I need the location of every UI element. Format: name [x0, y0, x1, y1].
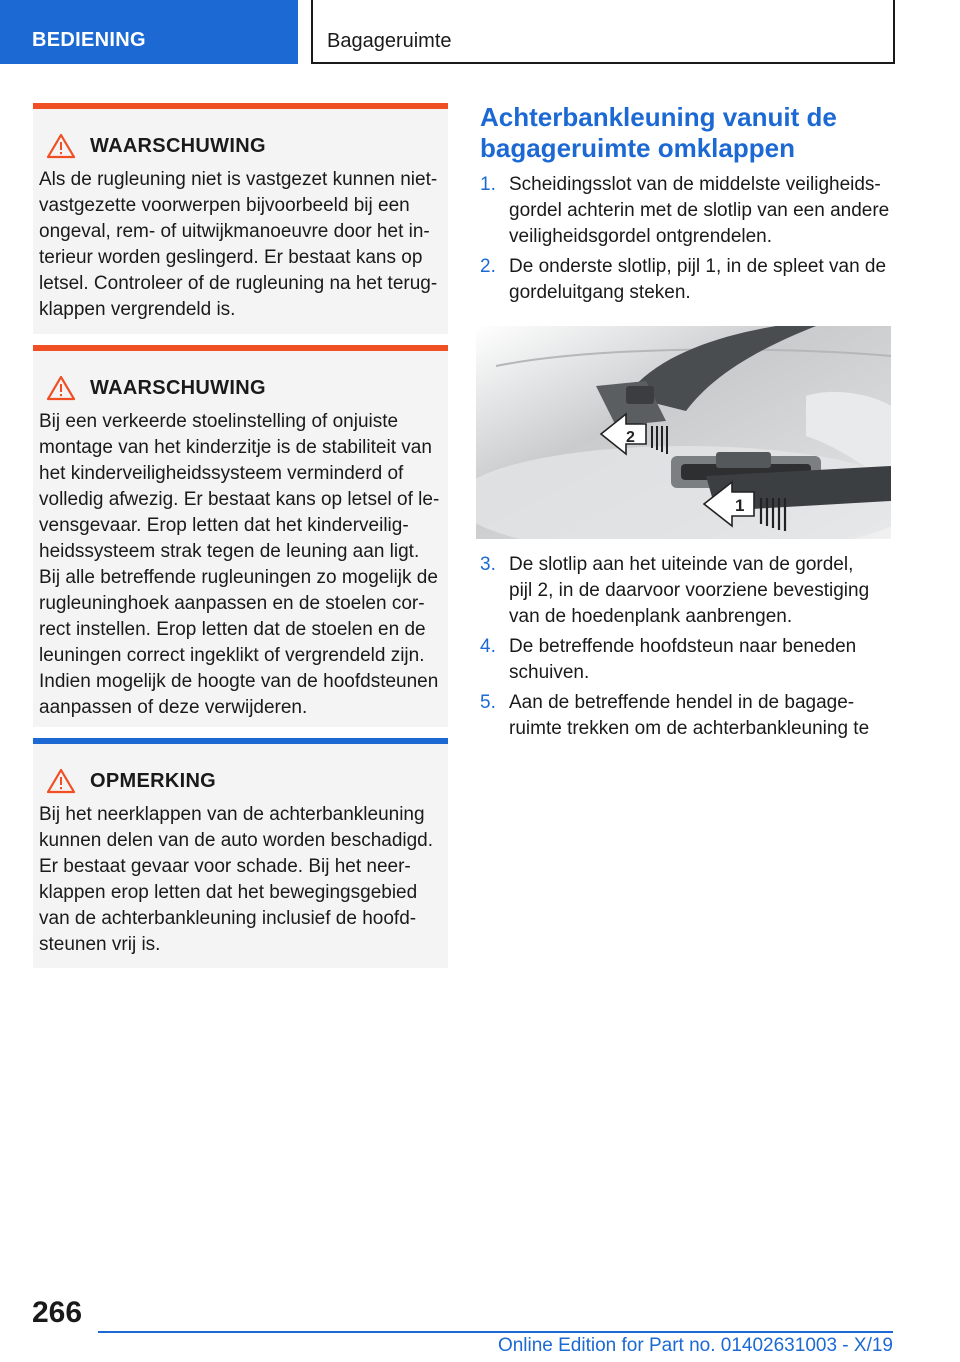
- text-line: klappen vergrendeld is.: [39, 299, 236, 320]
- warning-box-header: [33, 129, 448, 163]
- note-title: OPMERKING: [90, 769, 217, 792]
- text-line: Scheidingsslot van de middelste veiligheids-: [509, 174, 881, 195]
- warning-triangle-icon: [46, 768, 76, 794]
- step-number: 1.: [480, 174, 496, 195]
- title-line: Achterbankleuning vanuit de: [480, 102, 837, 132]
- text-line: Aan de betreffende hendel in de bagage-: [509, 692, 855, 713]
- text-line: aanpassen of deze verwijderen.: [39, 697, 308, 718]
- seat-belt-illustration: [476, 326, 891, 539]
- text-line: gordeluitgang steken.: [509, 282, 691, 303]
- text-line: Bij alle betreffende rugleuningen zo mogelijk de: [39, 567, 438, 588]
- text-line: rugleuninghoek aanpassen en de stoelen cor-: [39, 593, 425, 614]
- step-text: [509, 634, 856, 686]
- text-line: Bij een verkeerde stoelinstelling of onjuiste: [39, 411, 399, 432]
- warning-triangle-icon: [46, 375, 76, 401]
- step-number: 5.: [480, 692, 496, 713]
- text-line: klappen erop letten dat het bewegingsgebied: [39, 882, 418, 903]
- title-line: bagageruimte omklappen: [480, 133, 795, 163]
- warning-box-2: [33, 345, 448, 727]
- text-line: gordel achterin met de slotlip van een andere: [509, 200, 890, 221]
- text-line: rect instellen. Erop letten dat de stoelen en de: [39, 619, 426, 640]
- text-line: Als de rugleuning niet is vastgezet kunnen niet-: [39, 169, 438, 190]
- text-line: ruimte trekken om de achterbankleuning te: [509, 718, 870, 739]
- chapter-tab: BEDIENING: [0, 0, 298, 64]
- warning-title: WAARSCHUWING: [90, 376, 266, 399]
- text-line: Bij het neerklappen van de achterbankleuning: [39, 804, 425, 825]
- warning-text: [33, 163, 448, 323]
- text-line: van de achterbankleuning inclusief de hoofd-: [39, 908, 417, 929]
- text-line: kunnen delen van de auto worden beschadigd.: [39, 830, 434, 851]
- step-number: 3.: [480, 554, 496, 575]
- step-text: [509, 172, 889, 250]
- text-line: De betreffende hoofdsteun naar beneden: [509, 636, 857, 657]
- text-line: Indien mogelijk de hoogte van de hoofdsteunen: [39, 671, 439, 692]
- step-text: [509, 254, 886, 306]
- arrow-2-label: 2: [626, 429, 635, 446]
- text-line: ongeval, rem- of uitwijkmanoeuvre door het in-: [39, 221, 430, 242]
- text-line: volledig afwezig. Er bestaat kans op letsel of le-: [39, 489, 440, 510]
- footer-edition-link[interactable]: Online Edition for Part no. 01402631003 - X/19: [497, 1335, 893, 1356]
- text-line: veiligheidsgordel ontgrendelen.: [509, 226, 773, 247]
- text-line: pijl 2, in de daarvoor voorziene bevestiging: [509, 580, 870, 601]
- warning-title: WAARSCHUWING: [90, 134, 266, 157]
- text-line: schuiven.: [509, 662, 590, 683]
- text-line: De onderste slotlip, pijl 1, in de spleet van de: [509, 256, 887, 277]
- warning-box-header: [33, 371, 448, 405]
- warning-triangle-icon: [46, 133, 76, 159]
- text-line: vensgevaar. Erop letten dat het kinderveilig-: [39, 515, 409, 536]
- text-line: Er bestaat gevaar voor schade. Bij het neer-: [39, 856, 411, 877]
- note-text: [33, 798, 448, 958]
- text-line: heidssysteem strak tegen de leuning aan ligt.: [39, 541, 420, 562]
- step-text: [509, 552, 869, 630]
- step-number: 2.: [480, 256, 496, 277]
- text-line: letsel. Controleer of de rugleuning na het terug-: [39, 273, 438, 294]
- text-line: leuningen correct ingeklikt of vergrendeld zijn.: [39, 645, 425, 666]
- note-box: [33, 738, 448, 968]
- page-number: 266: [32, 1296, 83, 1329]
- step-text: [509, 690, 869, 742]
- text-line: vastgezette voorwerpen bijvoorbeeld bij een: [39, 195, 410, 216]
- section-title: [480, 102, 910, 164]
- text-line: montage van het kinderzitje is de stabiliteit van: [39, 437, 432, 458]
- footer-divider: [98, 1331, 893, 1333]
- text-line: De slotlip aan het uiteinde van de gordel,: [509, 554, 854, 575]
- text-line: terieur worden geslingerd. Er bestaat kans op: [39, 247, 423, 268]
- step-number: 4.: [480, 636, 496, 657]
- text-line: van de hoedenplank aanbrengen.: [509, 606, 793, 627]
- text-line: steunen vrij is.: [39, 934, 161, 955]
- section-header: Bagageruimte: [311, 0, 895, 64]
- note-box-header: [33, 764, 448, 798]
- text-line: het kinderveiligheidssysteem verminderd of: [39, 463, 404, 484]
- warning-text: [33, 405, 448, 721]
- arrow-1-label: 1: [735, 496, 745, 515]
- warning-box-1: [33, 103, 448, 334]
